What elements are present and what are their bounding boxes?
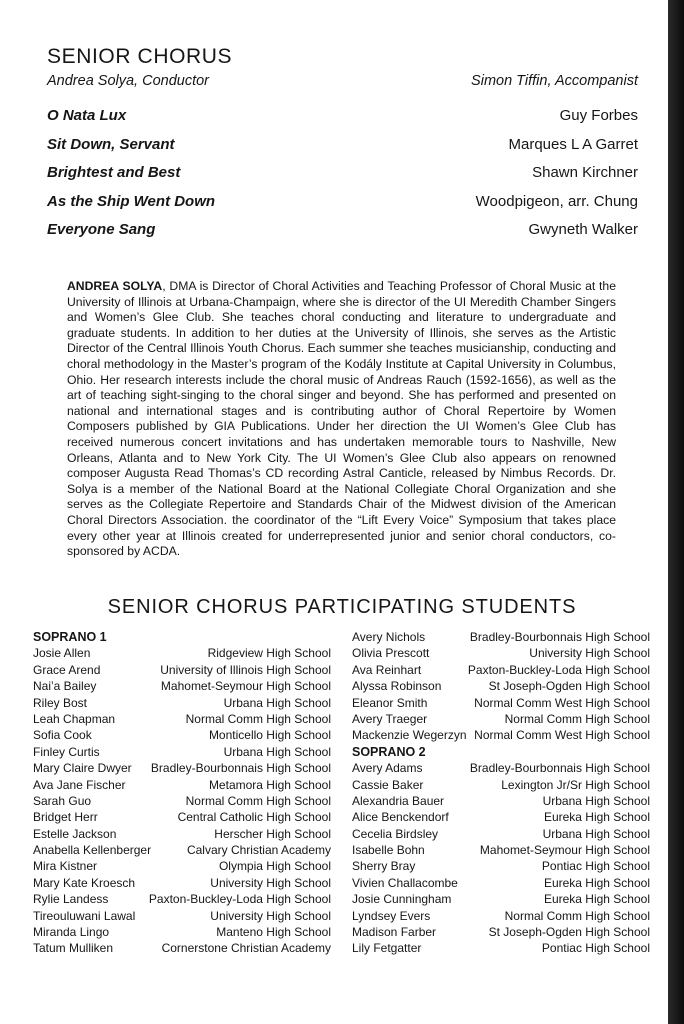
student-row: [33, 727, 331, 743]
student-row: [352, 727, 650, 743]
student-school: Pontiac High School: [541, 941, 650, 956]
student-name: Tatum Mulliken: [33, 941, 114, 956]
student-name: Sarah Guo: [33, 793, 92, 808]
students-column-left: [33, 629, 331, 957]
student-row: [352, 678, 650, 694]
student-school: Eureka High School: [543, 810, 650, 825]
repertoire-list: [47, 106, 638, 249]
student-name: Rylie Landess: [33, 892, 109, 907]
student-row: [352, 940, 650, 956]
student-school: Normal Comm High School: [185, 793, 331, 808]
student-name: Sherry Bray: [352, 859, 416, 874]
student-name: Vivien Challacombe: [352, 875, 458, 890]
student-row: [352, 695, 650, 711]
student-row: [33, 875, 331, 891]
student-name: Mary Kate Kroesch: [33, 875, 136, 890]
student-name: Bridget Herr: [33, 810, 98, 825]
student-name: Alice Benckendorf: [352, 810, 449, 825]
student-name: Finley Curtis: [33, 744, 100, 759]
student-school: Eureka High School: [543, 875, 650, 890]
student-name: Nai’a Bailey: [33, 679, 97, 694]
student-row: [352, 662, 650, 678]
piece-title: As the Ship Went Down: [47, 192, 216, 210]
student-row: [33, 858, 331, 874]
conductor-biography: [67, 279, 616, 560]
student-row: [352, 809, 650, 825]
student-name: Eleanor Smith: [352, 695, 428, 710]
student-row: [352, 826, 650, 842]
student-name: Leah Chapman: [33, 711, 116, 726]
student-row: [352, 777, 650, 793]
student-school: Monticello High School: [208, 728, 331, 743]
student-row: [33, 809, 331, 825]
student-school: University High School: [529, 646, 650, 661]
student-row: [33, 695, 331, 711]
student-row: [33, 744, 331, 760]
student-name: Avery Adams: [352, 761, 423, 776]
student-name: Josie Cunningham: [352, 892, 452, 907]
student-row: [33, 777, 331, 793]
student-name: Anabella Kellenberger: [33, 843, 152, 858]
section-label-soprano-2: SOPRANO 2: [352, 744, 426, 759]
piece-composer: Marques L A Garret: [508, 135, 638, 153]
student-school: Calvary Christian Academy: [186, 843, 331, 858]
section-label-soprano-1: SOPRANO 1: [33, 630, 107, 644]
student-name: Lyndsey Evers: [352, 908, 431, 923]
student-row: [352, 793, 650, 809]
student-name: Miranda Lingo: [33, 925, 110, 940]
student-school: Urbana High School: [223, 695, 331, 710]
student-name: Estelle Jackson: [33, 826, 117, 841]
student-name: Lily Fetgatter: [352, 941, 422, 956]
student-name: Cecelia Birdsley: [352, 826, 439, 841]
students-heading: SENIOR CHORUS PARTICIPATING STUDENTS: [107, 596, 577, 618]
student-school: Normal Comm High School: [504, 711, 650, 726]
repertoire-item: [47, 163, 638, 192]
student-row: [352, 858, 650, 874]
piece-composer: Shawn Kirchner: [532, 164, 638, 182]
student-school: Mahomet-Seymour High School: [479, 843, 650, 858]
repertoire-item: [47, 220, 638, 249]
student-school: Manteno High School: [216, 925, 331, 940]
piece-composer: Woodpigeon, arr. Chung: [475, 192, 638, 210]
student-school: Eureka High School: [543, 892, 650, 907]
student-name: Tireouluwani Lawal: [33, 908, 136, 923]
student-school: Urbana High School: [542, 826, 650, 841]
student-name: Mira Kistner: [33, 859, 98, 874]
student-row: [352, 908, 650, 924]
student-school: Bradley-Bourbonnais High School: [469, 761, 650, 776]
student-row: [352, 924, 650, 940]
bio-name: ANDREA SOLYA: [67, 279, 163, 293]
student-row: [352, 645, 650, 661]
student-row: [33, 645, 331, 661]
student-school: Herscher High School: [214, 826, 331, 841]
student-name: Isabelle Bohn: [352, 843, 425, 858]
student-school: Mahomet-Seymour High School: [160, 679, 331, 694]
student-row: [33, 908, 331, 924]
student-name: Grace Arend: [33, 662, 101, 677]
page-edge-shadow: [668, 0, 684, 1024]
student-name: Mackenzie Wegerzyn: [352, 728, 467, 743]
student-school: St Joseph-Ogden High School: [488, 679, 650, 694]
piece-title: Sit Down, Servant: [47, 135, 175, 153]
student-school: Olympia High School: [218, 859, 331, 874]
student-school: University High School: [210, 908, 331, 923]
student-school: Urbana High School: [542, 793, 650, 808]
repertoire-item: [47, 106, 638, 135]
student-row: [352, 891, 650, 907]
student-name: Riley Bost: [33, 695, 88, 710]
student-school: Bradley-Bourbonnais High School: [150, 761, 331, 776]
student-school: Normal Comm High School: [504, 908, 650, 923]
student-school: Central Catholic High School: [177, 810, 331, 825]
student-row: [33, 662, 331, 678]
piece-composer: Guy Forbes: [559, 107, 638, 124]
student-school: Pontiac High School: [541, 859, 650, 874]
students-column-right: [352, 629, 650, 957]
student-name: Avery Traeger: [352, 711, 428, 726]
student-school: Metamora High School: [208, 777, 331, 792]
piece-title: Everyone Sang: [47, 221, 156, 239]
student-row: [33, 760, 331, 776]
student-name: Cassie Baker: [352, 777, 424, 792]
student-school: University High School: [210, 875, 331, 890]
student-school: Bradley-Bourbonnais High School: [469, 630, 650, 644]
piece-composer: Gwyneth Walker: [528, 221, 638, 239]
student-row: [33, 711, 331, 727]
student-school: University of Illinois High School: [160, 662, 331, 677]
piece-title: O Nata Lux: [47, 107, 127, 124]
student-school: Paxton-Buckley-Loda High School: [467, 662, 650, 677]
student-name: Madison Farber: [352, 925, 437, 940]
student-row: [352, 760, 650, 776]
student-school: Lexington Jr/Sr High School: [501, 777, 650, 792]
student-row: [352, 875, 650, 891]
student-name: Josie Allen: [33, 646, 91, 661]
student-name: Sofia Cook: [33, 728, 92, 743]
student-row: [33, 793, 331, 809]
student-name: Alyssa Robinson: [352, 679, 442, 694]
student-row: [33, 940, 331, 956]
student-school: Normal Comm High School: [185, 711, 331, 726]
student-name: Ava Reinhart: [352, 662, 422, 677]
student-row: [352, 629, 650, 645]
student-row: [352, 711, 650, 727]
student-school: Ridgeview High School: [207, 646, 331, 661]
student-name: Avery Nichols: [352, 630, 426, 644]
student-row: [33, 924, 331, 940]
student-school: Urbana High School: [223, 744, 331, 759]
student-name: Mary Claire Dwyer: [33, 761, 132, 776]
piece-title: Brightest and Best: [47, 164, 181, 182]
ensemble-title: SENIOR CHORUS: [47, 45, 233, 68]
student-row: [33, 678, 331, 694]
student-school: Cornerstone Christian Academy: [161, 941, 331, 956]
student-school: Paxton-Buckley-Loda High School: [148, 892, 331, 907]
student-school: Normal Comm West High School: [474, 728, 650, 743]
student-row: [33, 826, 331, 842]
student-row: [33, 842, 331, 858]
student-name: Olivia Prescott: [352, 646, 430, 661]
repertoire-item: [47, 192, 638, 221]
bio-text: , DMA is Director of Choral Activities and Teaching Professor of Choral Music at the University of Illinois at Urbana-Champaign, where she is director of the UI Meredith Chamber Singers and Women’s Glee Club. She teaches choral conducting and literature to undergraduate and graduate students. In addition to her duties at the University of Illinois, she serves as the Artistic Director of the Central Illinois Youth Chorus. Each summer she teaches musicianship, conducting and choral methodology in the Master’s program of the Kodály Institute at Capital University in Columbus, Ohio. Her research interests include the choral music of Andreas Rauch (1592-1656), as well as the art of teaching sight-singing to the choral singer and beyond. She has performed and presented on national and international stages and is contributing author of Choral Repertoire by Women Composers published by GIA Publications. Under her direction the UI Women’s Glee Club has received numerous concert invitations and has undertaken memorable tours to Nashville, New Orleans, Atlanta and to New York City. The UI Women’s Glee Club also appears on renowned composer Augusta Read Thomas’s CD recording Astral Canticle, released by Nimbus Records. Dr. Solya is a member of the National Board at the National Collegiate Choral Organization and she serves as the Collegiate Repertoire and Standards Chair of the Midwest division of the American Choral Directors Association. the coordinator of the “Lift Every Voice” Symposium that takes place every other year at Illinois created for underrepresented junior and senior choral conductors, co-sponsored by ACDA.: [67, 279, 616, 559]
student-school: Normal Comm West High School: [474, 695, 650, 710]
accompanist-credit: Simon Tiffin, Accompanist: [471, 73, 638, 89]
conductor-credit: Andrea Solya, Conductor: [47, 73, 210, 89]
student-name: Ava Jane Fischer: [33, 777, 126, 792]
student-row: [33, 891, 331, 907]
student-school: St Joseph-Ogden High School: [488, 925, 650, 940]
student-name: Alexandria Bauer: [352, 793, 445, 808]
repertoire-item: [47, 135, 638, 164]
student-row: [352, 842, 650, 858]
